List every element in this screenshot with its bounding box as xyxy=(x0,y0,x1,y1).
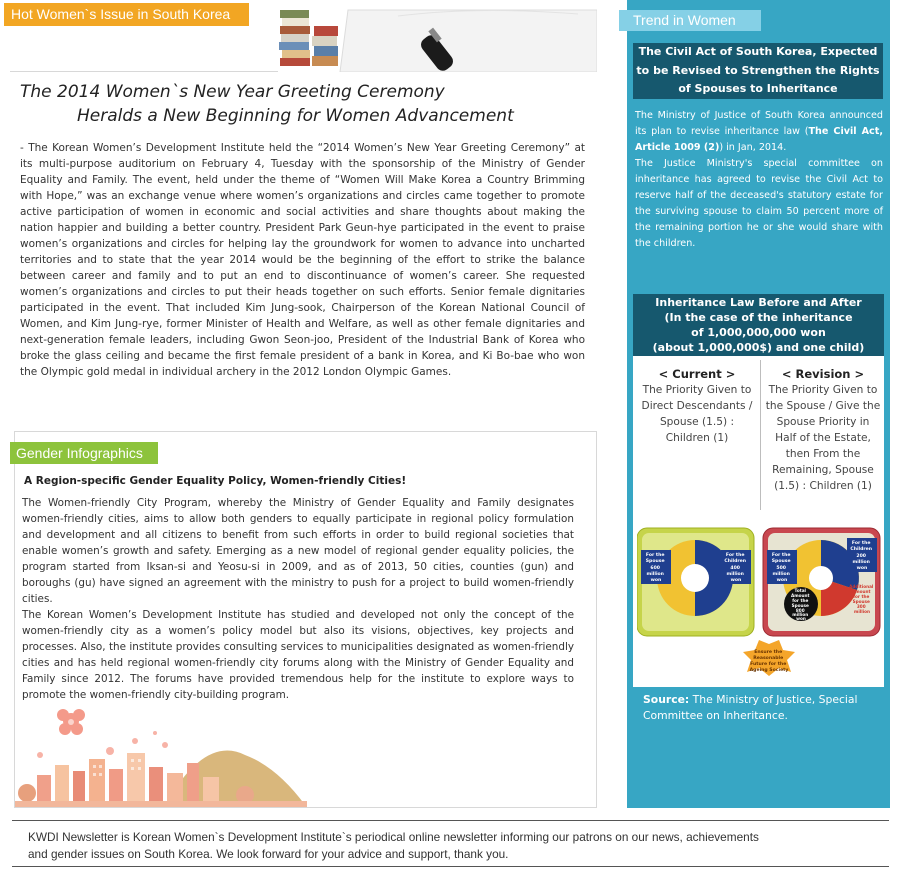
cc-l4: won xyxy=(730,578,742,583)
gi-paragraph-1: The Women-friendly City Program, whereby the Ministry of Gender Equality and Family designates women-friendly cities, aims to allow both genders to equally participate in regional policy formulation and development and all citizens to benefit from such efforts in order to build regional societies that enable women’s growth and safety. Emerging as a new model of regional gender equality policies, the program started from Iksan-si and Yeosu-si in 2009, and as of 2013, 50 cities, counties (gun) and boroughs (gu) have signed an agreement with the ministry to push for a project to build women-friendly cities. xyxy=(22,497,574,605)
gi-paragraph-2: The Korean Women’s Development Institute has studied and developed not only the concept of the women-friendly city as a women’s policy model but also its visions, objectives, key projects and processes. Also, the institute provides consulting services to municipalities designated as women-friendly cities and has held regional women-friendly city forums along with the Ministry of Gender Equality and Family since 2012. The forums have provided tremendous help for the institute to explore ways to promote the women-friendly city-building program. xyxy=(22,609,574,701)
cap-l3: Ageing Society xyxy=(749,668,789,673)
trend-body-part1: The Ministry of Justice of South Korea announced its plan to revise inheritance law ( xyxy=(635,110,883,137)
caption-badge xyxy=(743,640,795,676)
book-stack-right xyxy=(312,26,338,66)
city-skyline-illustration xyxy=(15,705,307,807)
rs-l4: won xyxy=(776,578,788,583)
current-card xyxy=(637,528,754,636)
cap-l2: Future for the xyxy=(750,662,787,667)
cs-l4: won xyxy=(650,578,662,583)
trend-body-part2: ) in Jan, 2014. xyxy=(719,142,787,153)
current-text: The Priority Given to Direct Descendants / Spouse (1.5) : Children (1) xyxy=(641,384,753,444)
rt-l4: 800 xyxy=(795,608,805,613)
rs-l0: For the xyxy=(771,553,791,558)
rt-l2: for the xyxy=(792,598,809,603)
rt-l1: Amount xyxy=(791,593,810,598)
rc-l1: Children xyxy=(850,547,873,552)
table-title-line1: Inheritance Law Before and After xyxy=(655,296,862,309)
article-body: - The Korean Women’s Development Institute held the “2014 Women’s New Year Greeting Ceremony” at its multi-purpose auditorium on February 4, Tuesday with the sponsorship of the Ministry of Gender Equality and Family. The event, held under the theme of “Women Will Make Korea a Country Brimming with Hope,” was an exchange venue where women’s organizations and circles came together to promote active participation of women in economic and social activities and share thoughts about making the nation happier and building a better country. President Park Geun-hye participated in the event to praise women’s organizations and circles for helping lay the groundwork for women to advance into uncharted territories and to state that the year 2014 would be the beginning of the effort to strike the balance between career and family and to put an end to discontinuance of women’s career. She requested women’s organizations and circles to put their heads together on such efforts. Senior female dignitaries participated in the event. That included Kim Jung-sook, Chairperson of the Korean National Council of Women, and Kim Jung-rye, former Minister of Health and Welfare, as well as other female dignitaries and next-generation female leaders, including Gwon Seon-joo, President of the Industrial Bank of Korea who broke the glass ceiling and became the first female president of a bank in Korea, and Ki Bo-bae who won the Olympic gold medal in individual archery in the 2012 London Olympic Games. xyxy=(20,142,585,378)
footer xyxy=(12,820,889,867)
book-stack-left xyxy=(279,10,310,66)
rs-l2: 500 xyxy=(776,566,786,571)
current-label: < Current > xyxy=(658,367,736,381)
cs-l1: Spouse xyxy=(645,559,665,564)
gender-infographics-body xyxy=(22,495,574,703)
rt-l5: million xyxy=(792,612,809,617)
ra-l1: Amount xyxy=(852,589,871,594)
current-column xyxy=(637,366,757,446)
table-title-line2: (In the case of the inheritance xyxy=(664,311,853,324)
article-title-line1: The 2014 Women`s New Year Greeting Ceremony xyxy=(20,82,445,102)
inheritance-table-title xyxy=(633,294,884,356)
trend-tab: Trend in Women xyxy=(619,10,761,31)
trend-body xyxy=(635,108,883,252)
ra-l2: for the xyxy=(853,594,870,599)
gender-infographics-tab: Gender Infographics xyxy=(10,442,158,464)
footer-line1: KWDI Newsletter is Korean Women`s Development Institute`s periodical online newsletter informing our patrons on our news, achievements xyxy=(28,830,759,844)
ra-l0: Additional xyxy=(849,584,874,589)
revision-column xyxy=(765,366,881,494)
trend-body-para2: The Justice Ministry's special committee on inheritance has agreed to revise the Civil Act to reserve half of the deceased's statutory estate for the surviving spouse to claim 50 percent more of the remaining portion he or she would share with the children. xyxy=(635,158,883,249)
rt-l6: won xyxy=(796,616,806,621)
revision-text: The Priority Given to the Spouse / Give the Spouse Priority in Half of the Estate, then From the Remaining, Spouse (1.5) : Children (1) xyxy=(765,384,881,492)
rc-l0: For the xyxy=(851,541,871,546)
article-title xyxy=(20,80,600,128)
table-divider xyxy=(760,360,761,510)
rev-total-label xyxy=(791,588,811,621)
rs-l3: million xyxy=(772,572,790,577)
hot-issue-tab: Hot Women`s Issue in South Korea xyxy=(4,3,249,26)
cap-l1: Reasonable xyxy=(753,656,784,661)
ra-l3: Spouse xyxy=(852,599,870,604)
ra-l4: 300 xyxy=(856,604,866,609)
source-text: The Ministry of Justice, Special Committee on Inheritance. xyxy=(643,693,858,722)
rt-l3: Spouse xyxy=(791,603,809,608)
table-title-line4: (about 1,000,000$) and one child) xyxy=(652,341,865,354)
source-label: Source: xyxy=(643,693,690,706)
article-title-line2: Heralds a New Beginning for Women Advancement xyxy=(77,106,514,126)
rt-l0: Total xyxy=(794,588,806,593)
rc-l2: 200 xyxy=(856,554,866,559)
footer-line2: and gender issues on South Korea. We look forward for your advice and support, thank you. xyxy=(28,847,509,861)
cc-l0: For the xyxy=(725,553,745,558)
cap-l0: Ensure the xyxy=(754,650,783,655)
rc-l3: million xyxy=(852,560,870,565)
books-illustration xyxy=(278,6,597,72)
cc-l2: 400 xyxy=(730,566,740,571)
cc-l3: million xyxy=(726,572,744,577)
cc-l1: Children xyxy=(724,559,747,564)
cs-l3: million xyxy=(646,572,664,577)
trend-headline: The Civil Act of South Korea, Expected to be Revised to Strengthen the Rights of Spouses to Inheritance xyxy=(633,43,883,99)
ra-l5: million xyxy=(854,609,870,614)
revision-label: < Revision > xyxy=(781,367,865,381)
inheritance-infographic xyxy=(637,526,881,684)
revision-card xyxy=(763,528,880,636)
table-title-line3: of 1,000,000,000 won xyxy=(691,326,826,339)
cs-l2: 600 xyxy=(650,566,660,571)
gender-infographics-headline: A Region-specific Gender Equality Policy, Women-friendly Cities! xyxy=(24,475,407,487)
rs-l1: Spouse xyxy=(771,559,791,564)
inheritance-table xyxy=(633,294,884,687)
cs-l0: For the xyxy=(645,553,665,558)
source-note xyxy=(643,692,883,724)
rc-l4: won xyxy=(856,566,868,571)
trend-body-bold: The Civil Act, Article 1009 (2) xyxy=(635,126,883,153)
